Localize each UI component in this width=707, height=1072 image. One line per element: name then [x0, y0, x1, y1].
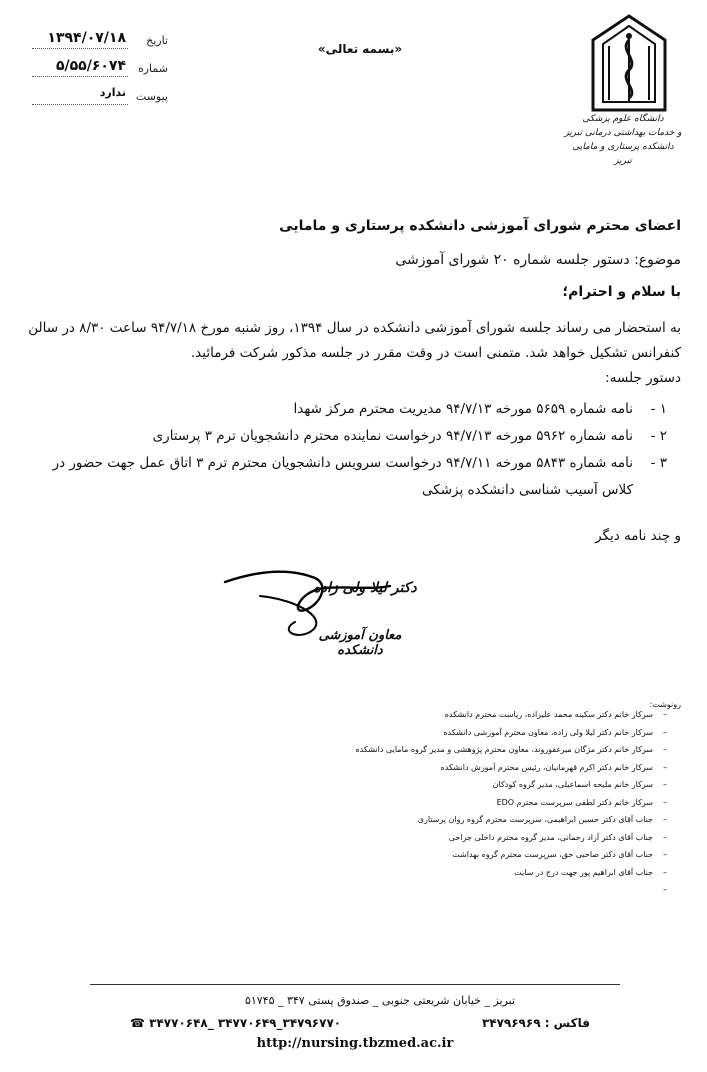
cc-item: – — [663, 885, 667, 894]
phone-numbers: ☎ ۳۴۷۷۰۶۴۸_ ۳۴۷۷۰۶۴۹_۳۴۷۹۶۷۷۰ — [130, 1016, 342, 1030]
addressee: اعضای محترم شورای آموزشی دانشکده پرستاری و مامایی — [279, 218, 681, 234]
footer-divider — [90, 984, 620, 985]
fax-number: فاکس : ۳۴۷۹۶۹۶۹ — [481, 1016, 590, 1030]
cc-item: – جناب آقای ابراهیم پور جهت درج در سایت — [514, 867, 667, 877]
cc-item: – سرکار خانم ملیحه اسماعیلی، مدیر گروه کودکان — [492, 780, 667, 789]
agenda-item: ۱ - نامه شماره ۵۶۵۹ مورخه ۹۴/۷/۱۳ مدیریت محترم مرکز شهدا — [293, 401, 667, 417]
phone-icon: ☎ — [130, 1016, 145, 1030]
cc-list — [67, 710, 667, 903]
agenda-item: ۳ - نامه شماره ۵۸۴۳ مورخه ۹۴/۷/۱۱ درخواست سرویس دانشجویان محترم ترم ۳ اتاق عمل جهت حضور در کلاس آسیب شناسی دانشکده پزشکی — [52, 455, 667, 498]
number-row — [28, 58, 168, 86]
attachment-row — [28, 86, 168, 114]
letter-meta — [28, 30, 168, 114]
body-paragraph: به استحضار می رساند جلسه شورای آموزشی دانشکده در سال ۱۳۹۴، روز شنبه مورخ ۹۴/۷/۱۸ ساعت ۸/۳۰ در سالن کنفرانس تشکیل خواهد شد. متمنی است در وقت مقرر در جلسه مذکور شرکت فرمائید. — [28, 320, 681, 361]
cc-item: – سرکار خانم دکتر سکینه محمد علیزاده، ریاست محترم دانشکده — [444, 710, 667, 719]
number-value: ۵/۵۵/۶۰۷۴ — [55, 58, 126, 74]
cc-item: – سرکار خانم دکتر لطفی سرپرست محترم EDO — [496, 797, 667, 807]
closing-line: و چند نامه دیگر — [595, 528, 681, 544]
subject: موضوع: دستور جلسه شماره ۲۰ شورای آموزشی — [395, 252, 681, 268]
date-label: تاریخ — [146, 34, 168, 47]
org-name: دانشگاه علوم پزشکی و خدمات بهداشتی درمانی تبریز دانشکده پرستاری و مامایی تبریز — [564, 114, 682, 166]
date-row — [28, 30, 168, 58]
footer-address: تبریز _ خیابان شریعتی جنوبی _ صندوق پستی ۳۴۷ _ ۵۱۷۴۵ — [244, 994, 516, 1007]
attachment-value: ندارد — [99, 86, 126, 99]
cc-item: – سرکار خانم دکتر مژگان میرغفوروند، معاون محترم پژوهشی و مدیر گروه مامایی دانشکده — [355, 745, 667, 754]
signer-name: دکتر لیلا ولی زاده — [313, 580, 417, 596]
bismillah: «بسمه تعالی» — [317, 42, 403, 56]
signer-title: معاون آموزشی دانشکده — [318, 628, 402, 658]
cc-item: – جناب آقای دکتر آزاد رحمانی، مدیر گروه محترم داخلی جراحی — [448, 832, 667, 842]
website-link[interactable]: http://nursing.tbzmed.ac.ir — [256, 1036, 454, 1051]
date-value: ۱۳۹۴/۰۷/۱۸ — [47, 30, 126, 46]
number-label: شماره — [137, 62, 168, 75]
agenda-title: دستور جلسه: — [605, 370, 681, 386]
agenda-list — [21, 396, 681, 504]
greeting: با سلام و احترام؛ — [562, 284, 681, 300]
cc-heading: رونوشت: — [649, 700, 681, 709]
cc-item: – جناب آقای دکتر صاحبی حق، سرپرست محترم گروه بهداشت — [452, 850, 667, 859]
agenda-item: ۲ - نامه شماره ۵۹۶۲ مورخه ۹۴/۷/۱۳ درخواست نماینده محترم دانشجویان ترم ۳ پرستاری — [152, 428, 667, 444]
attachment-label: پیوست — [135, 90, 168, 103]
cc-item: – سرکار خانم دکتر اکرم قهرمانیان، رئیس محترم آموزش دانشکده — [440, 762, 667, 772]
cc-item: – جناب آقای دکتر حسین ابراهیمی، سرپرست محترم گروه روان پرستاری — [417, 815, 667, 824]
cc-item: – سرکار خانم دکتر لیلا ولی زاده، معاون محترم آموزشی دانشکده — [443, 727, 667, 737]
